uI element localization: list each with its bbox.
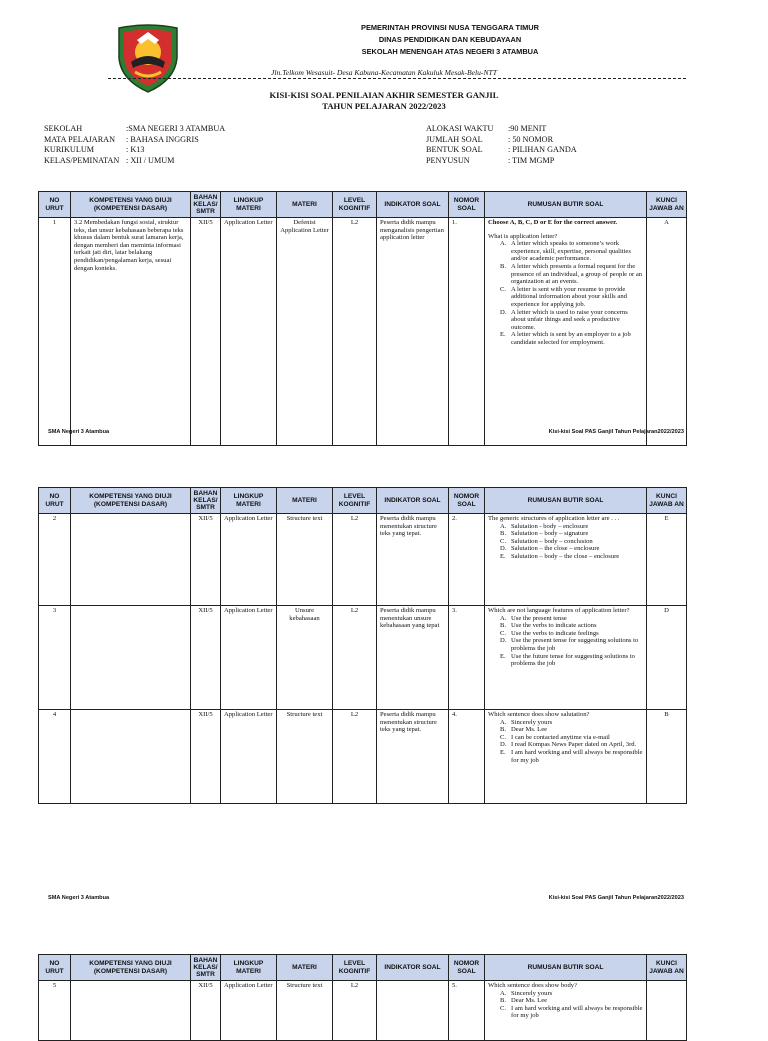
answer-option (488, 741, 643, 749)
header-row (39, 192, 687, 218)
option-text: Salutation – body – the close – enclosure (511, 552, 620, 560)
header-line-2: DINAS PENDIDIKAN DAN KEBUDAYAAN (378, 35, 522, 44)
header-line-3: SEKOLAH MENENGAH ATAS NEGERI 3 ATAMBUA (361, 47, 539, 56)
question-number: 5. (449, 981, 485, 1041)
school-address: Jln.Telkom Wesasuit- Desa Kabuna-Kecamatan Kakuluk Mesak-Belu-NTT (271, 68, 497, 77)
competency-text (71, 981, 191, 1041)
meta-key: PENYUSUN (426, 155, 470, 165)
col-lingkup-materi-header: LINGKUP MATERI (221, 955, 277, 981)
answer-option (488, 240, 643, 263)
col-indikator-soal-header: INDIKATOR SOAL (377, 488, 449, 514)
option-text: I read Kompas News Paper dated on April, 3rd. (511, 741, 637, 749)
header-line-1: PEMERINTAH PROVINSI NUSA TENGGARA TIMUR (361, 23, 539, 32)
material: Defenisi Application Letter (277, 218, 333, 446)
col-rumusan-butir-soal-header: RUMUSAN BUTIR SOAL (485, 488, 647, 514)
col-no-urut-header: NO URUT (39, 955, 71, 981)
option-letter: A. (500, 522, 507, 530)
material-scope: Application Letter (221, 218, 277, 446)
table-row (39, 981, 687, 1041)
option-letter: C. (500, 537, 507, 545)
question-number: 1. (449, 218, 485, 446)
option-letter: A. (500, 718, 507, 726)
option-letter: B. (500, 262, 507, 270)
option-text: I am hard working and will always be responsible for my job (511, 1004, 643, 1020)
option-text: Salutation - body – enclosure (511, 522, 589, 530)
answer-option (488, 990, 643, 998)
question-content (485, 606, 647, 710)
option-text: Dear Ms. Lee (511, 726, 548, 734)
competency-text (71, 710, 191, 804)
answer-option (488, 653, 643, 668)
material: Structure text (277, 981, 333, 1041)
meta-right (426, 124, 577, 166)
question-stem: Which sentence does show body? (488, 982, 577, 989)
option-text: Use the verbs to indicate actions (511, 622, 597, 630)
option-letter: E. (500, 331, 506, 339)
answer-key: D (647, 606, 687, 710)
option-letter: B. (500, 726, 507, 734)
meta-key: BENTUK SOAL (426, 145, 483, 154)
document-title (0, 90, 768, 112)
option-letter: A. (500, 240, 507, 248)
row-number: 1 (39, 218, 71, 446)
col-nomor-soal-header: NOMOR SOAL (449, 955, 485, 981)
answer-option (488, 726, 643, 734)
question-stem: Which sentence does show salutation? (488, 711, 590, 718)
question-stem: The generic structures of application letter are . . . (488, 515, 620, 522)
row-number: 4 (39, 710, 71, 804)
class-semester: XII/5 (191, 514, 221, 606)
col-lingkup-materi-header: LINGKUP MATERI (221, 192, 277, 218)
question-number: 2. (449, 514, 485, 606)
meta-value: :90 MENIT (508, 124, 547, 133)
material: Structure text (277, 514, 333, 606)
answer-option (488, 309, 643, 332)
question-number: 4. (449, 710, 485, 804)
competency-text (71, 514, 191, 606)
question-indicator: Peserta didik mampu menentukan structure teks yang tepat. (377, 710, 449, 804)
question-number: 3. (449, 606, 485, 710)
answer-option (488, 286, 643, 309)
option-letter: B. (500, 622, 507, 630)
col-bahan-kelas-header: BAHAN KELAS/ SMTR (191, 488, 221, 514)
option-text: A letter is sent with your resume to provide additional information about your skills and experience for applying job. (511, 285, 627, 308)
question-content (485, 514, 647, 606)
col-indikator-soal-header: INDIKATOR SOAL (377, 192, 449, 218)
option-letter: C. (500, 285, 507, 293)
meta-key: ALOKASI WAKTU (426, 124, 494, 133)
answer-option (488, 263, 643, 286)
question-grid-table (38, 954, 687, 1041)
material-scope: Application Letter (221, 606, 277, 710)
option-letter: A. (500, 989, 507, 997)
class-semester: XII/5 (191, 981, 221, 1041)
row-number: 5 (39, 981, 71, 1041)
option-text: A letter which presents a formal request for the presence of an individual, a group of people or an organization at an events. (511, 262, 643, 286)
cognitive-level: L2 (333, 514, 377, 606)
answer-option (488, 530, 643, 538)
meta-left (44, 124, 225, 166)
meta-key: JUMLAH SOAL (426, 134, 483, 144)
cognitive-level: L2 (333, 981, 377, 1041)
answer-key: A (647, 218, 687, 446)
question-grid-table (38, 191, 687, 446)
option-text: A letter which speaks to someone’s work experience, skill, expertise, personal qualities and/or academic performance. (511, 240, 631, 263)
meta-value: : TIM MGMP (508, 155, 555, 165)
col-kunci-jawaban-header: KUNCI JAWAB AN (647, 955, 687, 981)
footer-document: Kisi-kisi Soal PAS Ganjil Tahun Pelajaran2022/2023 (548, 429, 684, 435)
answer-option (488, 637, 643, 652)
row-number: 2 (39, 514, 71, 606)
col-bahan-kelas-header: BAHAN KELAS/ SMTR (191, 192, 221, 218)
answer-option (488, 1005, 643, 1020)
meta-value: :SMA NEGERI 3 ATAMBUA (126, 124, 226, 133)
option-text: Use the present tense for suggesting solutions to problems the job (511, 637, 639, 652)
question-content (485, 710, 647, 804)
col-rumusan-butir-soal-header: RUMUSAN BUTIR SOAL (485, 192, 647, 218)
table-row (39, 218, 687, 446)
table-row (39, 710, 687, 804)
material: Structure text (277, 710, 333, 804)
row-number: 3 (39, 606, 71, 710)
question-grid-table (38, 487, 687, 804)
option-letter: E. (500, 652, 506, 660)
col-kompetensi-header: KOMPETENSI YANG DIUJI (KOMPETENSI DASAR) (71, 192, 191, 218)
footer-document: Kisi-kisi Soal PAS Ganjil Tahun Pelajaran2022/2023 (548, 895, 684, 901)
footer-school: SMA Negeri 3 Atambua (48, 429, 110, 435)
answer-key: E (647, 514, 687, 606)
meta-key: KURIKULUM (44, 145, 95, 154)
header-divider (108, 78, 686, 79)
header-row (39, 488, 687, 514)
option-text: Salutation – the close – enclosure (511, 545, 600, 553)
option-letter: C. (500, 1004, 507, 1012)
option-text: Sincerely yours (511, 989, 553, 997)
option-letter: D. (500, 308, 507, 316)
option-text: Use the future tense for suggesting solutions to problems the job (511, 652, 635, 668)
answer-option (488, 553, 643, 561)
institution-lines (200, 22, 700, 58)
col-no-urut-header: NO URUT (39, 488, 71, 514)
option-letter: B. (500, 997, 507, 1005)
col-level-kognitif-header: LEVEL KOGNITIF (333, 488, 377, 514)
col-level-kognitif-header: LEVEL KOGNITIF (333, 955, 377, 981)
option-letter: D. (500, 545, 507, 553)
province-emblem-icon (113, 22, 183, 94)
answer-option (488, 545, 643, 553)
answer-option (488, 749, 643, 764)
meta-key: SEKOLAH (44, 124, 83, 133)
col-nomor-soal-header: NOMOR SOAL (449, 488, 485, 514)
class-semester: XII/5 (191, 218, 221, 446)
competency-text: 3.2 Membedakan fungsi sosial, struktur teks, dan unsur kebahasaan beberapa teks khusus dalam bentuk surat lamaran kerja, dengan memberi dan meminta informasi terkait jati diri, latar belakang pendidikan/pengalaman kerja, sesuai dengan konteks. (71, 218, 191, 446)
option-text: I am hard working and will always be responsible for my job (511, 748, 643, 764)
table-row (39, 606, 687, 710)
class-semester: XII/5 (191, 710, 221, 804)
cognitive-level: L2 (333, 710, 377, 804)
answer-option (488, 331, 643, 346)
meta-value: : XII / UMUM (126, 155, 175, 165)
header-row (39, 955, 687, 981)
meta-key: MATA PELAJARAN (44, 134, 115, 144)
option-text: Use the present tense (511, 614, 567, 622)
question-stem: What is application letter? (488, 232, 558, 240)
question-indicator: Peserta didik mampu menentukan structure teks yang tepat. (377, 514, 449, 606)
question-content (485, 218, 647, 446)
question-indicator: Peserta didik mampu menganalisis pengertian application letter (377, 218, 449, 446)
title-line-1: KISI-KISI SOAL PENILAIAN AKHIR SEMESTER GANJIL (269, 90, 499, 100)
col-kunci-jawaban-header: KUNCI JAWAB AN (647, 488, 687, 514)
footer-school: SMA Negeri 3 Atambua (48, 895, 110, 901)
material-scope: Application Letter (221, 981, 277, 1041)
material-scope: Application Letter (221, 710, 277, 804)
option-text: Salutation – body – conclusion (511, 537, 593, 545)
col-indikator-soal-header: INDIKATOR SOAL (377, 955, 449, 981)
option-text: A letter which is sent by an employer to a job candidate selected for employment. (511, 331, 631, 346)
meta-key: KELAS/PEMINATAN (44, 155, 120, 165)
col-materi-header: MATERI (277, 955, 333, 981)
col-materi-header: MATERI (277, 488, 333, 514)
material-scope: Application Letter (221, 514, 277, 606)
option-text: I can be contacted anytime via e-mail (511, 733, 610, 741)
question-indicator (377, 981, 449, 1041)
option-text: A letter which is used to raise your concerns about unfair things and seek a productive outcome. (511, 308, 628, 331)
meta-value: : BAHASA INGGRIS (126, 134, 199, 144)
col-kunci-jawaban-header: KUNCI JAWAB AN (647, 192, 687, 218)
col-level-kognitif-header: LEVEL KOGNITIF (333, 192, 377, 218)
option-text: Sincerely yours (511, 718, 553, 726)
question-content (485, 981, 647, 1041)
meta-value: : PILIHAN GANDA (508, 145, 577, 154)
answer-option (488, 538, 643, 546)
option-letter: E. (500, 748, 506, 756)
col-kompetensi-header: KOMPETENSI YANG DIUJI (KOMPETENSI DASAR) (71, 488, 191, 514)
col-kompetensi-header: KOMPETENSI YANG DIUJI (KOMPETENSI DASAR) (71, 955, 191, 981)
answer-key: B (647, 710, 687, 804)
material: Unsure kebahasaan (277, 606, 333, 710)
col-lingkup-materi-header: LINGKUP MATERI (221, 488, 277, 514)
col-no-urut-header: NO URUT (39, 192, 71, 218)
option-text: Use the verbs to indicate feelings (511, 629, 599, 637)
answer-option (488, 523, 643, 531)
cognitive-level: L2 (333, 606, 377, 710)
option-text: Salutation – body – signature (511, 530, 589, 538)
competency-text (71, 606, 191, 710)
option-text: Dear Ms. Lee (511, 997, 548, 1005)
option-letter: B. (500, 530, 507, 538)
col-rumusan-butir-soal-header: RUMUSAN BUTIR SOAL (485, 955, 647, 981)
answer-option (488, 615, 643, 623)
option-letter: A. (500, 614, 507, 622)
option-letter: C. (500, 733, 507, 741)
table-row (39, 514, 687, 606)
option-letter: E. (500, 552, 506, 560)
meta-value: : 50 NOMOR (508, 134, 554, 144)
answer-option (488, 622, 643, 630)
option-letter: D. (500, 741, 507, 749)
col-nomor-soal-header: NOMOR SOAL (449, 192, 485, 218)
answer-option (488, 734, 643, 742)
option-letter: D. (500, 637, 507, 645)
answer-option (488, 719, 643, 727)
col-materi-header: MATERI (277, 192, 333, 218)
answer-option (488, 630, 643, 638)
class-semester: XII/5 (191, 606, 221, 710)
title-line-2: TAHUN PELAJARAN 2022/2023 (322, 101, 446, 111)
col-bahan-kelas-header: BAHAN KELAS/ SMTR (191, 955, 221, 981)
cognitive-level: L2 (333, 218, 377, 446)
option-letter: C. (500, 629, 507, 637)
answer-option (488, 997, 643, 1005)
question-indicator: Peserta didik mampu menentukan unsure kebahasaan yang tepat (377, 606, 449, 710)
question-instruction: Choose A, B, C, D or E for the correct answer. (488, 219, 618, 226)
meta-value: : K13 (126, 145, 145, 154)
question-stem: Which are not language features of application letter? (488, 607, 630, 614)
answer-key (647, 981, 687, 1041)
